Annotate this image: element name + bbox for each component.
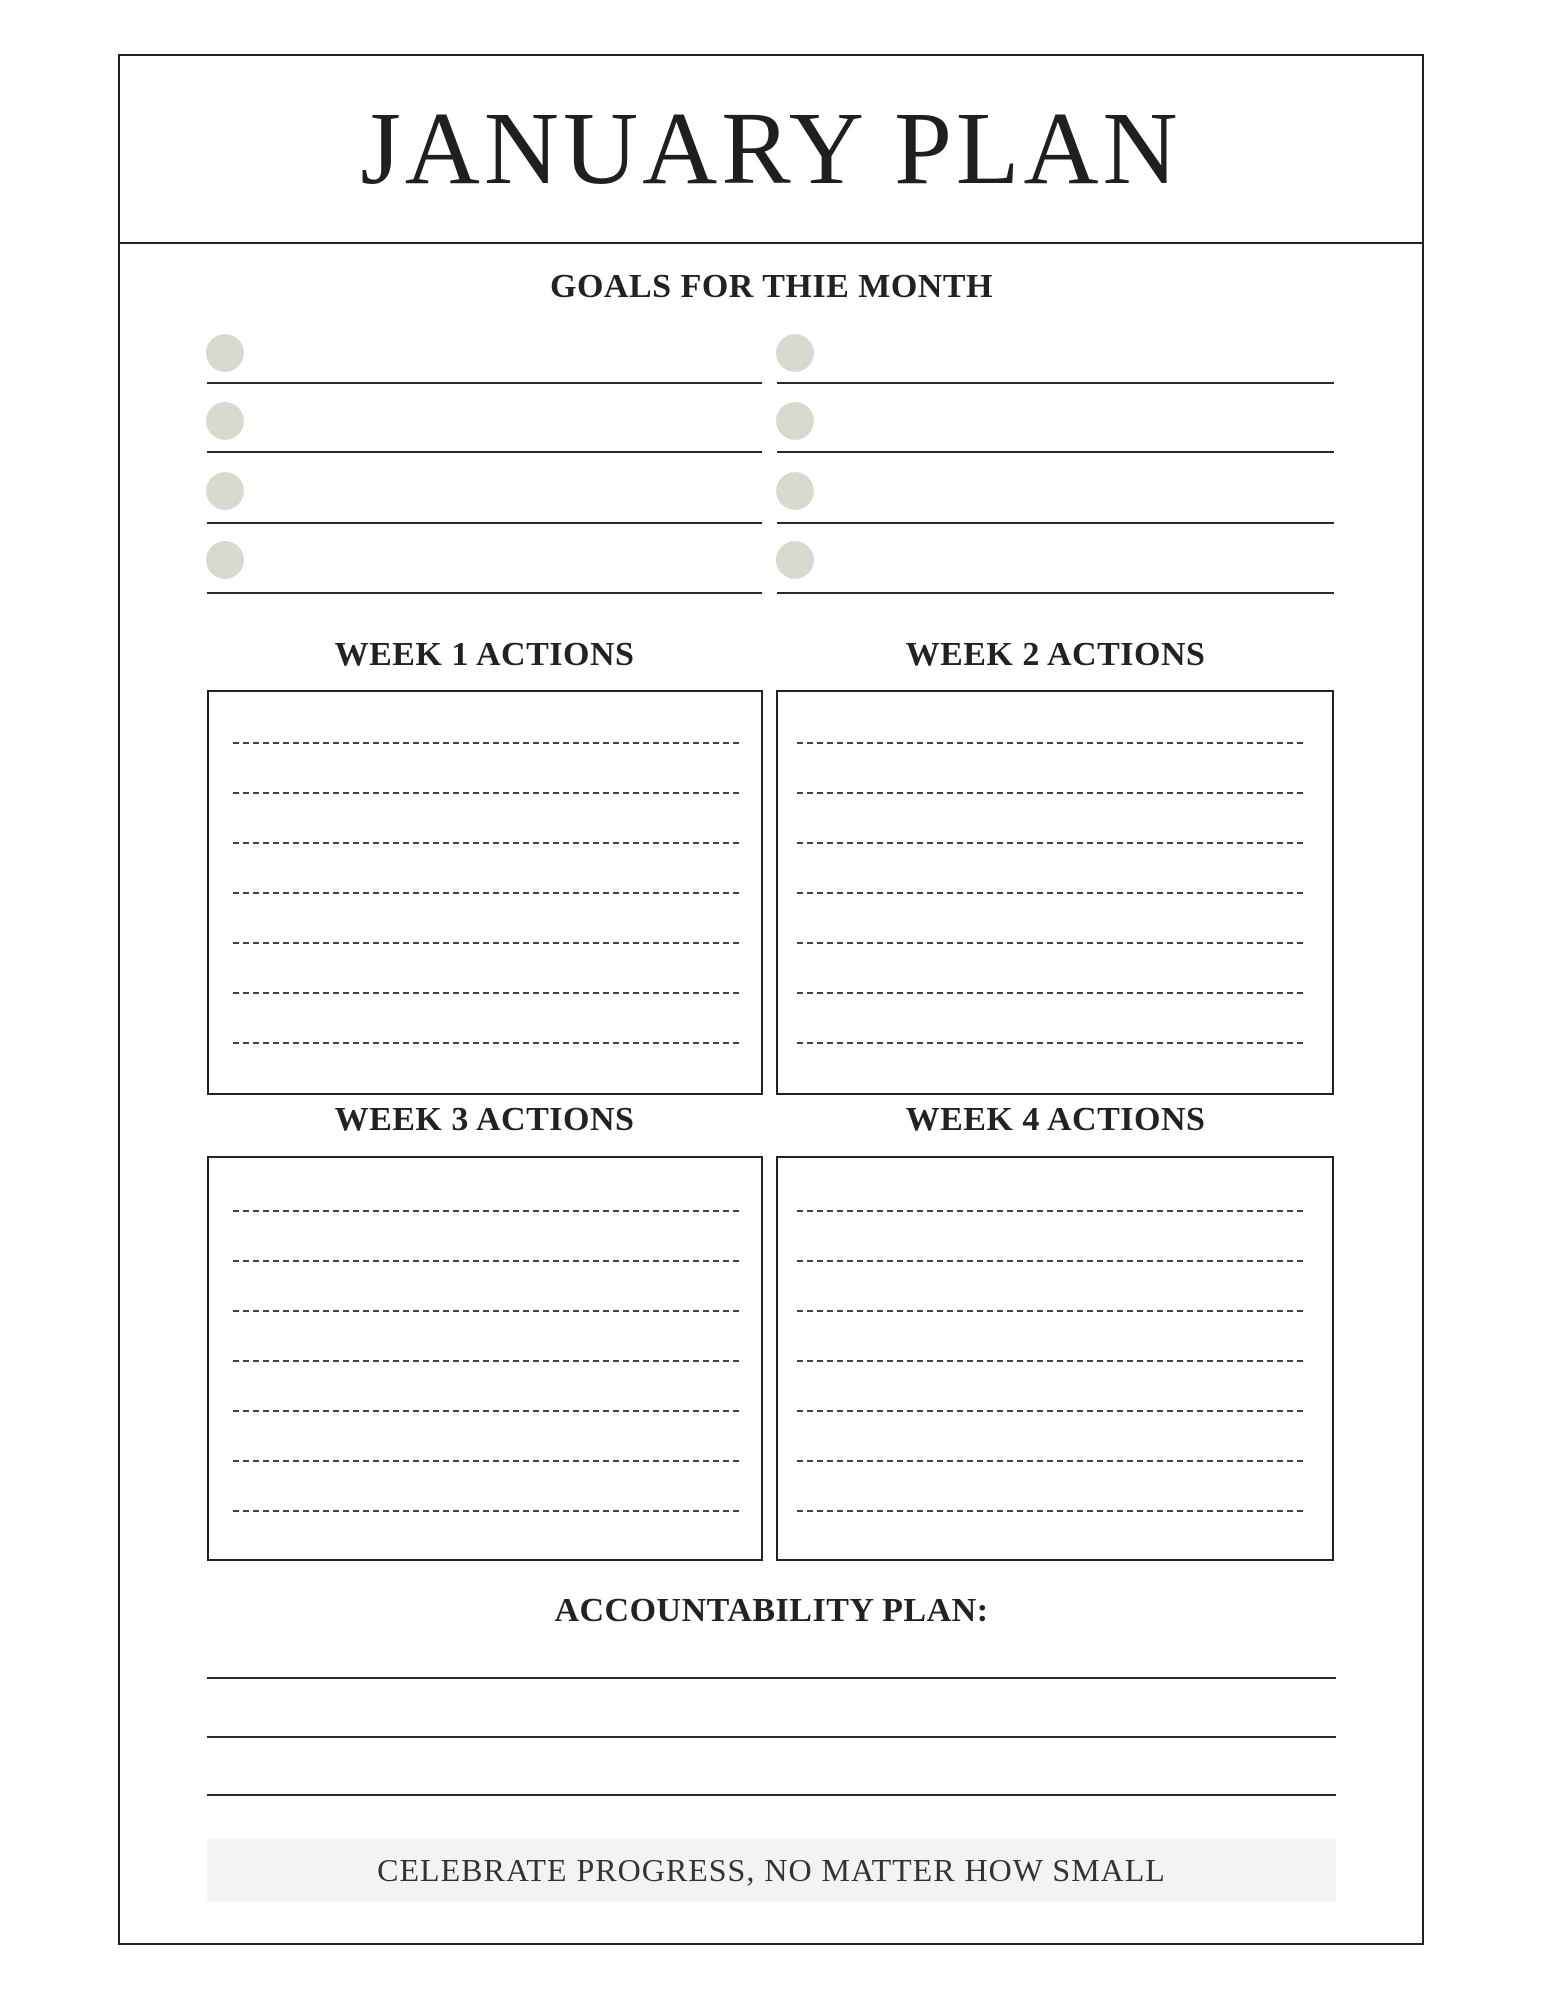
week-2-heading: WEEK 2 ACTIONS (905, 636, 1206, 673)
dashed-writing-line[interactable] (233, 1210, 739, 1212)
dashed-writing-line[interactable] (797, 842, 1303, 844)
dashed-writing-line[interactable] (233, 842, 739, 844)
dashed-writing-line[interactable] (233, 792, 739, 794)
goal-input-line[interactable] (207, 382, 762, 384)
dashed-writing-line[interactable] (233, 892, 739, 894)
dashed-writing-line[interactable] (233, 742, 739, 744)
accountability-heading: ACCOUNTABILITY PLAN: (554, 1592, 989, 1629)
goal-input-line[interactable] (777, 382, 1334, 384)
dashed-writing-line[interactable] (233, 1310, 739, 1312)
goal-bullet-icon (776, 541, 814, 579)
dashed-writing-line[interactable] (797, 1360, 1303, 1362)
dashed-writing-line[interactable] (797, 942, 1303, 944)
goal-bullet-icon (776, 334, 814, 372)
goal-bullet-icon (776, 402, 814, 440)
dashed-writing-line[interactable] (797, 1210, 1303, 1212)
dashed-writing-line[interactable] (233, 1042, 739, 1044)
dashed-writing-line[interactable] (233, 1460, 739, 1462)
dashed-writing-line[interactable] (797, 892, 1303, 894)
dashed-writing-line[interactable] (797, 1042, 1303, 1044)
dashed-writing-line[interactable] (233, 992, 739, 994)
dashed-writing-line[interactable] (797, 1460, 1303, 1462)
page-title: JANUARY PLAN (360, 91, 1182, 206)
dashed-writing-line[interactable] (233, 1260, 739, 1262)
goal-bullet-icon (776, 472, 814, 510)
goal-bullet-icon (206, 541, 244, 579)
dashed-writing-line[interactable] (797, 1510, 1303, 1512)
dashed-writing-line[interactable] (797, 1260, 1303, 1262)
goals-heading: GOALS FOR THIE MONTH (550, 268, 993, 305)
week-4-heading: WEEK 4 ACTIONS (905, 1101, 1206, 1138)
dashed-writing-line[interactable] (797, 792, 1303, 794)
footer-message: CELEBRATE PROGRESS, NO MATTER HOW SMALL (377, 1851, 1166, 1888)
week-1-heading: WEEK 1 ACTIONS (334, 636, 635, 673)
dashed-writing-line[interactable] (797, 1310, 1303, 1312)
goal-input-line[interactable] (777, 592, 1334, 594)
goal-input-line[interactable] (207, 522, 762, 524)
accountability-input-line[interactable] (207, 1794, 1336, 1796)
goal-bullet-icon (206, 334, 244, 372)
dashed-writing-line[interactable] (797, 992, 1303, 994)
week-4-actions-box[interactable] (776, 1156, 1334, 1561)
dashed-writing-line[interactable] (233, 1410, 739, 1412)
accountability-input-line[interactable] (207, 1736, 1336, 1738)
footer-banner (207, 1839, 1336, 1901)
dashed-writing-line[interactable] (233, 1360, 739, 1362)
goal-input-line[interactable] (777, 522, 1334, 524)
goal-bullet-icon (206, 472, 244, 510)
accountability-input-line[interactable] (207, 1677, 1336, 1679)
week-3-heading: WEEK 3 ACTIONS (334, 1101, 635, 1138)
dashed-writing-line[interactable] (233, 942, 739, 944)
goal-input-line[interactable] (207, 592, 762, 594)
goal-input-line[interactable] (207, 451, 762, 453)
dashed-writing-line[interactable] (233, 1510, 739, 1512)
header (120, 56, 1422, 244)
week-3-actions-box[interactable] (207, 1156, 763, 1561)
dashed-writing-line[interactable] (797, 1410, 1303, 1412)
goal-bullet-icon (206, 402, 244, 440)
goal-input-line[interactable] (777, 451, 1334, 453)
dashed-writing-line[interactable] (797, 742, 1303, 744)
